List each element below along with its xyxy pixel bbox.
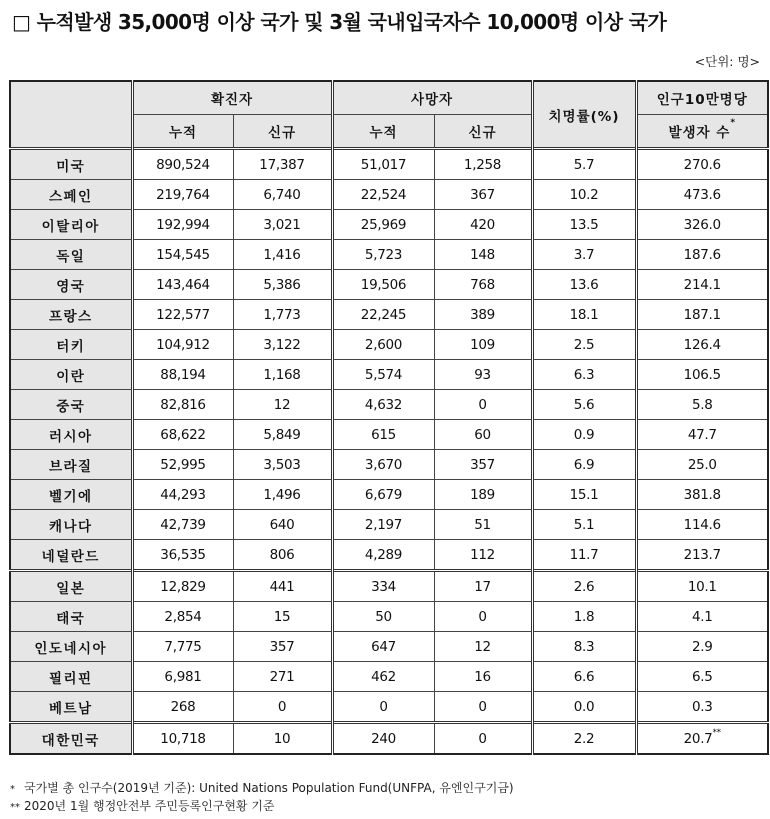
cell-cfr: 10.2 <box>532 180 636 210</box>
cell-deaths-cumulative: 2,197 <box>332 510 434 540</box>
cell-per100k: 326.0 <box>636 210 768 240</box>
cell-confirmed-cumulative: 36,535 <box>132 540 233 571</box>
cell-deaths-new: 112 <box>434 540 532 571</box>
header-deaths-cumulative: 누적 <box>332 115 434 149</box>
cell-deaths-cumulative: 5,723 <box>332 240 434 270</box>
cell-cfr: 0.9 <box>532 420 636 450</box>
table-row <box>10 510 768 540</box>
cell-country: 벨기에 <box>10 480 132 510</box>
cell-deaths-new: 357 <box>434 450 532 480</box>
cell-per100k: 473.6 <box>636 180 768 210</box>
cell-confirmed-new: 17,387 <box>233 149 332 180</box>
cell-confirmed-new: 1,496 <box>233 480 332 510</box>
table-row <box>10 571 768 602</box>
unit-label: <단위: 명> <box>694 54 760 69</box>
table-row <box>10 270 768 300</box>
table-row <box>10 723 768 755</box>
header-country <box>10 81 132 149</box>
table-row <box>10 330 768 360</box>
cell-per100k: 114.6 <box>636 510 768 540</box>
cell-per100k: 187.1 <box>636 300 768 330</box>
table-row <box>10 240 768 270</box>
cell-deaths-cumulative: 19,506 <box>332 270 434 300</box>
cell-deaths-new: 51 <box>434 510 532 540</box>
table-row <box>10 360 768 390</box>
footnote-1-text: 국가별 총 인구수(2019년 기준): United Nations Population Fund(UNFPA, 유엔인구기금) <box>24 781 514 795</box>
footnote-1-mark: * <box>10 784 15 795</box>
cell-cfr: 6.3 <box>532 360 636 390</box>
cell-per100k: 6.5 <box>636 662 768 692</box>
per100k-value: 20.7 <box>683 730 713 747</box>
cell-confirmed-new: 5,849 <box>233 420 332 450</box>
header-confirmed: 확진자 <box>132 81 332 115</box>
cell-deaths-new: 367 <box>434 180 532 210</box>
header-deaths: 사망자 <box>332 81 532 115</box>
cell-deaths-new: 1,258 <box>434 149 532 180</box>
cell-cfr: 15.1 <box>532 480 636 510</box>
cell-confirmed-cumulative: 192,994 <box>132 210 233 240</box>
cell-deaths-cumulative: 5,574 <box>332 360 434 390</box>
table-row <box>10 480 768 510</box>
page-title: □ 누적발생 35,000명 이상 국가 및 3월 국내입국자수 10,000명 이상 국가 <box>12 10 667 34</box>
cell-confirmed-cumulative: 890,524 <box>132 149 233 180</box>
cell-per100k: 10.1 <box>636 571 768 602</box>
cell-country: 베트남 <box>10 692 132 723</box>
cell-confirmed-cumulative: 42,739 <box>132 510 233 540</box>
cell-confirmed-cumulative: 104,912 <box>132 330 233 360</box>
covid-stats-table <box>9 80 769 755</box>
cell-deaths-cumulative: 4,632 <box>332 390 434 420</box>
cell-deaths-new: 60 <box>434 420 532 450</box>
cell-deaths-cumulative: 22,245 <box>332 300 434 330</box>
cell-deaths-new: 420 <box>434 210 532 240</box>
cell-deaths-cumulative: 3,670 <box>332 450 434 480</box>
header-confirmed-new: 신규 <box>233 115 332 149</box>
table-row <box>10 149 768 180</box>
table-row <box>10 180 768 210</box>
cell-cfr: 2.6 <box>532 571 636 602</box>
cell-cfr: 6.9 <box>532 450 636 480</box>
cell-cfr: 1.8 <box>532 602 636 632</box>
footnote-marker: ** <box>712 727 721 738</box>
cell-confirmed-cumulative: 2,854 <box>132 602 233 632</box>
table-row <box>10 450 768 480</box>
cell-confirmed-new: 1,168 <box>233 360 332 390</box>
cell-deaths-new: 17 <box>434 571 532 602</box>
table-row <box>10 390 768 420</box>
cell-confirmed-new: 1,773 <box>233 300 332 330</box>
cell-confirmed-new: 1,416 <box>233 240 332 270</box>
cell-confirmed-cumulative: 219,764 <box>132 180 233 210</box>
header-per100k-text: 발생자 수 <box>668 125 731 141</box>
footnote-2-mark: ** <box>10 802 20 813</box>
cell-country: 브라질 <box>10 450 132 480</box>
cell-cfr: 5.6 <box>532 390 636 420</box>
cell-confirmed-cumulative: 7,775 <box>132 632 233 662</box>
cell-deaths-new: 148 <box>434 240 532 270</box>
cell-country: 대한민국 <box>10 723 132 755</box>
cell-per100k: 381.8 <box>636 480 768 510</box>
cell-deaths-new: 389 <box>434 300 532 330</box>
footnotes <box>10 780 514 816</box>
cell-country: 인도네시아 <box>10 632 132 662</box>
cell-confirmed-new: 0 <box>233 692 332 723</box>
cell-per100k: 126.4 <box>636 330 768 360</box>
cell-deaths-cumulative: 240 <box>332 723 434 755</box>
cell-deaths-cumulative: 615 <box>332 420 434 450</box>
cell-confirmed-new: 10 <box>233 723 332 755</box>
header-confirmed-cumulative: 누적 <box>132 115 233 149</box>
cell-confirmed-cumulative: 154,545 <box>132 240 233 270</box>
cell-cfr: 13.6 <box>532 270 636 300</box>
header-deaths-new: 신규 <box>434 115 532 149</box>
cell-country: 이탈리아 <box>10 210 132 240</box>
cell-per100k: 0.3 <box>636 692 768 723</box>
cell-deaths-cumulative: 25,969 <box>332 210 434 240</box>
cell-per100k: 5.8 <box>636 390 768 420</box>
cell-cfr: 8.3 <box>532 632 636 662</box>
cell-confirmed-new: 6,740 <box>233 180 332 210</box>
table-row <box>10 420 768 450</box>
cell-confirmed-new: 3,122 <box>233 330 332 360</box>
header-per100k-line2 <box>636 115 768 149</box>
cell-deaths-new: 16 <box>434 662 532 692</box>
cell-confirmed-new: 3,021 <box>233 210 332 240</box>
cell-per100k <box>636 723 768 755</box>
cell-deaths-cumulative: 6,679 <box>332 480 434 510</box>
cell-per100k: 187.6 <box>636 240 768 270</box>
cell-confirmed-cumulative: 52,995 <box>132 450 233 480</box>
cell-cfr: 5.1 <box>532 510 636 540</box>
table-row <box>10 602 768 632</box>
cell-cfr: 2.5 <box>532 330 636 360</box>
footnote-1 <box>10 780 514 798</box>
table-row <box>10 540 768 571</box>
footnote-2 <box>10 798 514 816</box>
cell-confirmed-cumulative: 12,829 <box>132 571 233 602</box>
cell-per100k: 106.5 <box>636 360 768 390</box>
cell-confirmed-new: 441 <box>233 571 332 602</box>
cell-deaths-new: 0 <box>434 602 532 632</box>
cell-country: 태국 <box>10 602 132 632</box>
cell-deaths-new: 0 <box>434 692 532 723</box>
cell-per100k: 4.1 <box>636 602 768 632</box>
table-row <box>10 210 768 240</box>
cell-country: 일본 <box>10 571 132 602</box>
cell-confirmed-new: 15 <box>233 602 332 632</box>
footnote-2-text: 2020년 1월 행정안전부 주민등록인구현황 기준 <box>24 799 275 813</box>
cell-per100k: 270.6 <box>636 149 768 180</box>
cell-country: 이란 <box>10 360 132 390</box>
cell-deaths-new: 0 <box>434 390 532 420</box>
cell-deaths-cumulative: 2,600 <box>332 330 434 360</box>
cell-confirmed-new: 357 <box>233 632 332 662</box>
table-row <box>10 662 768 692</box>
header-cfr: 치명률(%) <box>532 81 636 149</box>
cell-per100k: 25.0 <box>636 450 768 480</box>
cell-deaths-cumulative: 22,524 <box>332 180 434 210</box>
cell-confirmed-cumulative: 68,622 <box>132 420 233 450</box>
cell-deaths-cumulative: 50 <box>332 602 434 632</box>
cell-country: 미국 <box>10 149 132 180</box>
cell-country: 스페인 <box>10 180 132 210</box>
cell-cfr: 11.7 <box>532 540 636 571</box>
cell-confirmed-cumulative: 82,816 <box>132 390 233 420</box>
cell-cfr: 0.0 <box>532 692 636 723</box>
cell-confirmed-cumulative: 268 <box>132 692 233 723</box>
cell-deaths-new: 109 <box>434 330 532 360</box>
cell-country: 러시아 <box>10 420 132 450</box>
cell-cfr: 18.1 <box>532 300 636 330</box>
cell-deaths-cumulative: 334 <box>332 571 434 602</box>
cell-cfr: 5.7 <box>532 149 636 180</box>
cell-confirmed-cumulative: 10,718 <box>132 723 233 755</box>
cell-confirmed-new: 271 <box>233 662 332 692</box>
cell-per100k: 2.9 <box>636 632 768 662</box>
cell-deaths-cumulative: 462 <box>332 662 434 692</box>
cell-confirmed-cumulative: 6,981 <box>132 662 233 692</box>
cell-deaths-cumulative: 0 <box>332 692 434 723</box>
cell-cfr: 2.2 <box>532 723 636 755</box>
cell-country: 필리핀 <box>10 662 132 692</box>
cell-per100k: 213.7 <box>636 540 768 571</box>
cell-country: 프랑스 <box>10 300 132 330</box>
cell-per100k: 214.1 <box>636 270 768 300</box>
cell-cfr: 3.7 <box>532 240 636 270</box>
cell-country: 터키 <box>10 330 132 360</box>
cell-country: 캐나다 <box>10 510 132 540</box>
cell-country: 독일 <box>10 240 132 270</box>
cell-confirmed-new: 640 <box>233 510 332 540</box>
cell-deaths-new: 768 <box>434 270 532 300</box>
table-row <box>10 692 768 723</box>
cell-confirmed-cumulative: 88,194 <box>132 360 233 390</box>
cell-cfr: 13.5 <box>532 210 636 240</box>
cell-cfr: 6.6 <box>532 662 636 692</box>
cell-per100k: 47.7 <box>636 420 768 450</box>
cell-confirmed-new: 806 <box>233 540 332 571</box>
cell-confirmed-cumulative: 143,464 <box>132 270 233 300</box>
cell-country: 중국 <box>10 390 132 420</box>
header-row-1 <box>10 81 768 115</box>
cell-deaths-new: 12 <box>434 632 532 662</box>
header-per100k-line1: 인구10만명당 <box>636 81 768 115</box>
table-row <box>10 632 768 662</box>
cell-confirmed-cumulative: 44,293 <box>132 480 233 510</box>
footnote-marker: * <box>730 118 737 128</box>
cell-confirmed-new: 5,386 <box>233 270 332 300</box>
cell-deaths-cumulative: 51,017 <box>332 149 434 180</box>
cell-deaths-new: 93 <box>434 360 532 390</box>
cell-confirmed-cumulative: 122,577 <box>132 300 233 330</box>
cell-country: 네덜란드 <box>10 540 132 571</box>
cell-confirmed-new: 3,503 <box>233 450 332 480</box>
cell-deaths-new: 189 <box>434 480 532 510</box>
cell-deaths-cumulative: 647 <box>332 632 434 662</box>
cell-country: 영국 <box>10 270 132 300</box>
cell-deaths-cumulative: 4,289 <box>332 540 434 571</box>
cell-deaths-new: 0 <box>434 723 532 755</box>
table-row <box>10 300 768 330</box>
cell-confirmed-new: 12 <box>233 390 332 420</box>
